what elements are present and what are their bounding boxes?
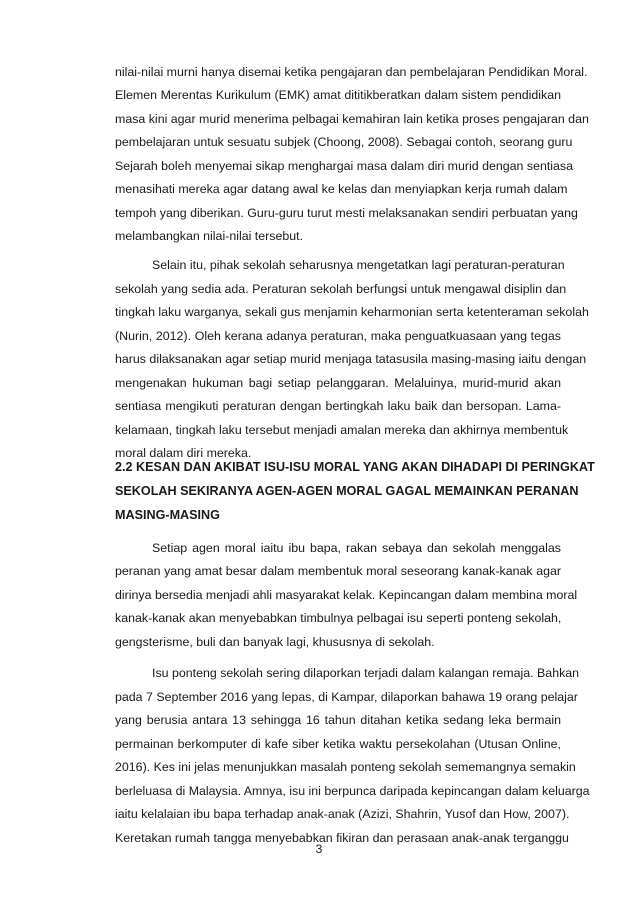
text-line: pembelajaran untuk sesuatu subjek (Choong, 2008). Sebagai contoh, seorang guru bbox=[115, 135, 573, 149]
text-line: peranan yang amat besar dalam membentuk moral seseorang kanak-kanak agar bbox=[115, 564, 561, 578]
text-line: Elemen Merentas Kurikulum (EMK) amat dititikberatkan dalam sistem pendidikan bbox=[115, 88, 561, 102]
text-line: Selain itu, pihak sekolah seharusnya mengetatkan lagi peraturan-peraturan bbox=[152, 258, 565, 272]
text-line: menasihati mereka agar datang awal ke kelas dan menyiapkan kerja rumah dalam bbox=[115, 182, 568, 196]
heading-line: MASING-MASING bbox=[115, 508, 220, 522]
text-line: moral dalam diri mereka. bbox=[115, 446, 252, 460]
text-line: kanak-kanak akan menyebabkan timbulnya pelbagai isu seperti ponteng sekolah, bbox=[115, 611, 562, 625]
text-line: mengenakan hukuman bagi setiap pelanggaran. Melaluinya, murid-murid akan bbox=[115, 376, 561, 390]
heading-line: SEKOLAH SEKIRANYA AGEN-AGEN MORAL GAGAL MEMAINKAN PERANAN bbox=[115, 484, 579, 498]
text-line: Setiap agen moral iaitu ibu bapa, rakan sebaya dan sekolah menggalas bbox=[152, 541, 561, 555]
text-line: kelamaan, tingkah laku tersebut menjadi amalan mereka dan akhirnya membentuk bbox=[115, 423, 569, 437]
text-line: melambangkan nilai-nilai tersebut. bbox=[115, 229, 304, 243]
text-line: masa kini agar murid menerima pelbagai kemahiran lain ketika proses pengajaran dan bbox=[115, 112, 589, 126]
text-line: Isu ponteng sekolah sering dilaporkan terjadi dalam kalangan remaja. Bahkan bbox=[152, 666, 580, 680]
text-line: tingkah laku warganya, sekali gus menjamin keharmonian serta ketenteraman sekolah bbox=[115, 305, 589, 319]
text-line: Keretakan rumah tangga menyebabkan fikiran dan perasaan anak-anak terganggu bbox=[115, 831, 569, 845]
text-line: permainan berkomputer di kafe siber ketika waktu persekolahan (Utusan Online, bbox=[115, 737, 561, 751]
text-line: gengsterisme, buli dan banyak lagi, khususnya di sekolah. bbox=[115, 635, 435, 649]
text-line: tempoh yang diberikan. Guru-guru turut mesti melaksanakan sendiri perbuatan yang bbox=[115, 206, 578, 220]
text-line: yang berusia antara 13 sehingga 16 tahun ditahan ketika sedang leka bermain bbox=[115, 713, 561, 727]
text-line: Sejarah boleh menyemai sikap menghargai masa dalam diri murid dengan sentiasa bbox=[115, 159, 574, 173]
text-line: (Nurin, 2012). Oleh kerana adanya peraturan, maka penguatkuasaan yang tegas bbox=[115, 329, 561, 343]
text-line: sentiasa mengikuti peraturan dengan bertingkah laku baik dan bersopan. Lama- bbox=[115, 399, 561, 413]
text-line: sekolah yang sedia ada. Peraturan sekolah berfungsi untuk mengawal disiplin dan bbox=[115, 282, 567, 296]
text-line: berleluasa di Malaysia. Amnya, isu ini berpunca daripada kepincangan dalam keluarga bbox=[115, 784, 590, 798]
heading-line: 2.2 KESAN DAN AKIBAT ISU-ISU MORAL YANG AKAN DIHADAPI DI PERINGKAT bbox=[115, 460, 595, 474]
page-number: 3 bbox=[315, 842, 323, 856]
text-line: nilai-nilai murni hanya disemai ketika pengajaran dan pembelajaran Pendidikan Moral. bbox=[115, 65, 588, 79]
text-line: harus dilaksanakan agar setiap murid menjaga tatasusila masing-masing iaitu dengan bbox=[115, 352, 587, 366]
text-line: iaitu kelalaian ibu bapa terhadap anak-anak (Azizi, Shahrin, Yusof dan How, 2007). bbox=[115, 807, 570, 821]
text-line: dirinya bersedia menjadi ahli masyarakat kelak. Kepincangan dalam membina moral bbox=[115, 588, 578, 602]
text-line: 2016). Kes ini jelas menunjukkan masalah ponteng sekolah sememangnya semakin bbox=[115, 760, 576, 774]
text-line: pada 7 September 2016 yang lepas, di Kampar, dilaporkan bahawa 19 orang pelajar bbox=[115, 690, 578, 704]
